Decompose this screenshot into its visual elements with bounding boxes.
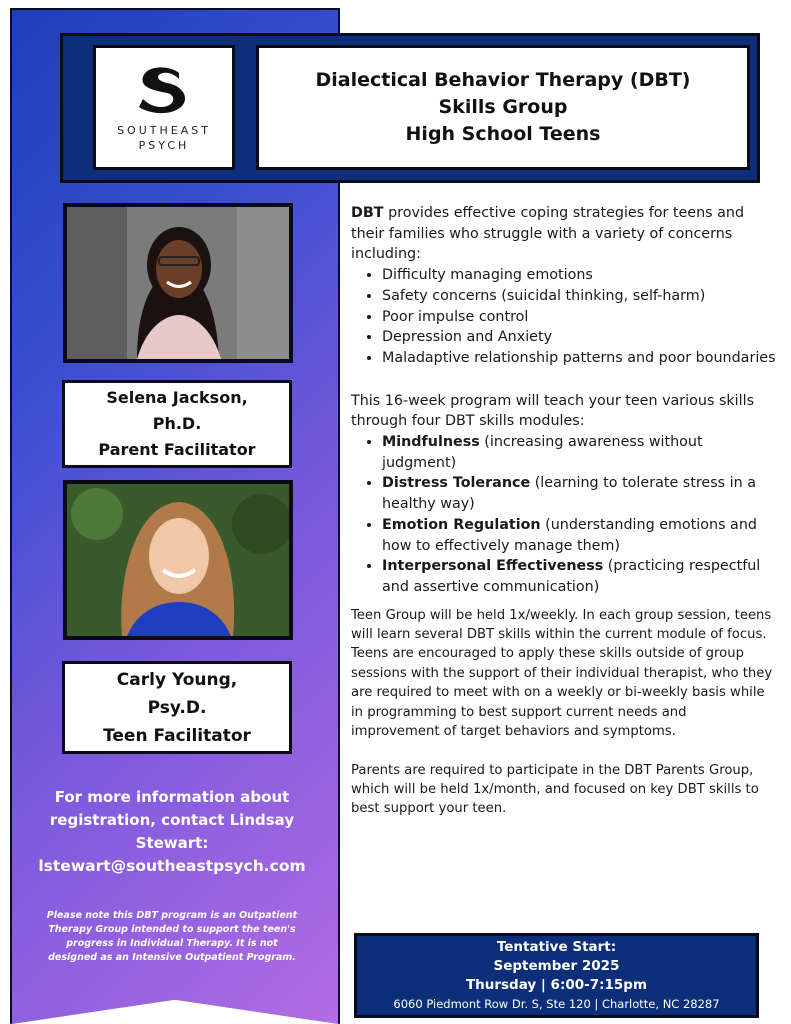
intro-lead: DBT bbox=[351, 205, 384, 221]
title-line-3: High School Teens bbox=[405, 123, 601, 145]
photo-selena-jackson bbox=[63, 203, 293, 363]
facilitator-role: Teen Facilitator bbox=[103, 725, 251, 746]
teen-group-paragraph: Teen Group will be held 1x/weekly. In each group session, teens will learn several DBT skills within the current module of focus. Teens are encouraged to apply these skills outside of group sessions with the support of their individual therapist, who they are required to meet with on a weekly or bi-weekly basis while in programming to best support current needs and improvement of target behaviors and symptoms. bbox=[351, 607, 773, 740]
title-line-2: Skills Group bbox=[438, 96, 568, 118]
note-line-1: Please note this DBT program is an Outpatient bbox=[46, 910, 298, 921]
contact-line-1: For more information about bbox=[54, 788, 290, 806]
logo-wordmark bbox=[117, 123, 211, 153]
module-name: Emotion Regulation bbox=[382, 516, 541, 533]
intro-paragraph bbox=[351, 203, 776, 265]
logo-box bbox=[93, 45, 235, 170]
modules-list bbox=[351, 432, 776, 598]
module-desc: (learning to tolerate stress in a healthy way) bbox=[382, 475, 756, 513]
note-line-2: Therapy Group intended to support the teen's bbox=[48, 924, 296, 935]
note-line-4: designed as an Intensive Outpatient Program. bbox=[48, 952, 296, 963]
start-address: 6060 Piedmont Row Dr. S, Ste 120 | Charlotte, NC 28287 bbox=[393, 997, 720, 1011]
title-line-1: Dialectical Behavior Therapy (DBT) bbox=[315, 69, 691, 91]
start-time: Thursday | 6:00-7:15pm bbox=[465, 977, 648, 993]
intro-text: provides effective coping strategies for teens and their families who struggle with a variety of concerns including: bbox=[351, 205, 745, 263]
parents-paragraph: Parents are required to participate in the DBT Parents Group, which will be held 1x/month, and focused on key DBT skills to best support your teen. bbox=[351, 762, 759, 817]
module-desc: (increasing awareness without judgment) bbox=[382, 434, 703, 471]
note-line-3: progress in Individual Therapy. It is not bbox=[66, 938, 278, 949]
title-box bbox=[256, 45, 750, 170]
list-item: • Poor impulse control bbox=[382, 307, 776, 328]
start-info-box bbox=[354, 933, 759, 1018]
module-item bbox=[382, 432, 776, 473]
list-item: • Safety concerns (suicidal thinking, self-harm) bbox=[382, 286, 776, 307]
start-label: Tentative Start: bbox=[496, 939, 617, 955]
facilitator-card-carly bbox=[62, 661, 292, 754]
facilitator-name: Carly Young, bbox=[116, 669, 238, 690]
facilitator-card-selena bbox=[62, 380, 292, 468]
logo-line-1: SOUTHEAST bbox=[117, 123, 211, 137]
module-desc: (understanding emotions and how to effectively manage them) bbox=[382, 516, 757, 554]
module-name: Mindfulness bbox=[382, 434, 480, 451]
list-item: • Depression and Anxiety bbox=[382, 327, 776, 348]
program-intro: This 16-week program will teach your teen various skills through four DBT skills modules: bbox=[351, 392, 755, 430]
contact-line-2: registration, contact Lindsay bbox=[49, 811, 295, 829]
module-name: Distress Tolerance bbox=[382, 475, 531, 492]
module-item bbox=[382, 473, 776, 514]
facilitator-degree: Ph.D. bbox=[152, 414, 202, 433]
facilitator-degree: Psy.D. bbox=[147, 697, 207, 718]
list-item: • Difficulty managing emotions bbox=[382, 265, 776, 286]
southeast-psych-logo-icon bbox=[129, 63, 199, 115]
photo-carly-young bbox=[63, 480, 293, 640]
list-item: • Maladaptive relationship patterns and poor boundaries bbox=[382, 348, 776, 369]
module-desc: (practicing respectful and assertive communication) bbox=[382, 558, 761, 595]
module-item bbox=[382, 556, 776, 597]
program-note bbox=[22, 909, 322, 965]
contact-email-link[interactable]: lstewart@southeastpsych.com bbox=[38, 857, 306, 875]
module-name: Interpersonal Effectiveness bbox=[382, 558, 604, 575]
contact-line-3: Stewart: bbox=[135, 834, 209, 852]
portrait-illustration-1 bbox=[67, 207, 289, 359]
facilitator-name: Selena Jackson, bbox=[106, 388, 248, 407]
description-column bbox=[351, 203, 776, 819]
facilitator-role: Parent Facilitator bbox=[98, 440, 256, 459]
concerns-list bbox=[351, 265, 776, 369]
start-month: September 2025 bbox=[493, 958, 620, 974]
contact-info bbox=[22, 786, 322, 878]
portrait-illustration-2 bbox=[67, 484, 289, 636]
module-item bbox=[382, 515, 776, 556]
logo-line-2: PSYCH bbox=[138, 138, 190, 152]
